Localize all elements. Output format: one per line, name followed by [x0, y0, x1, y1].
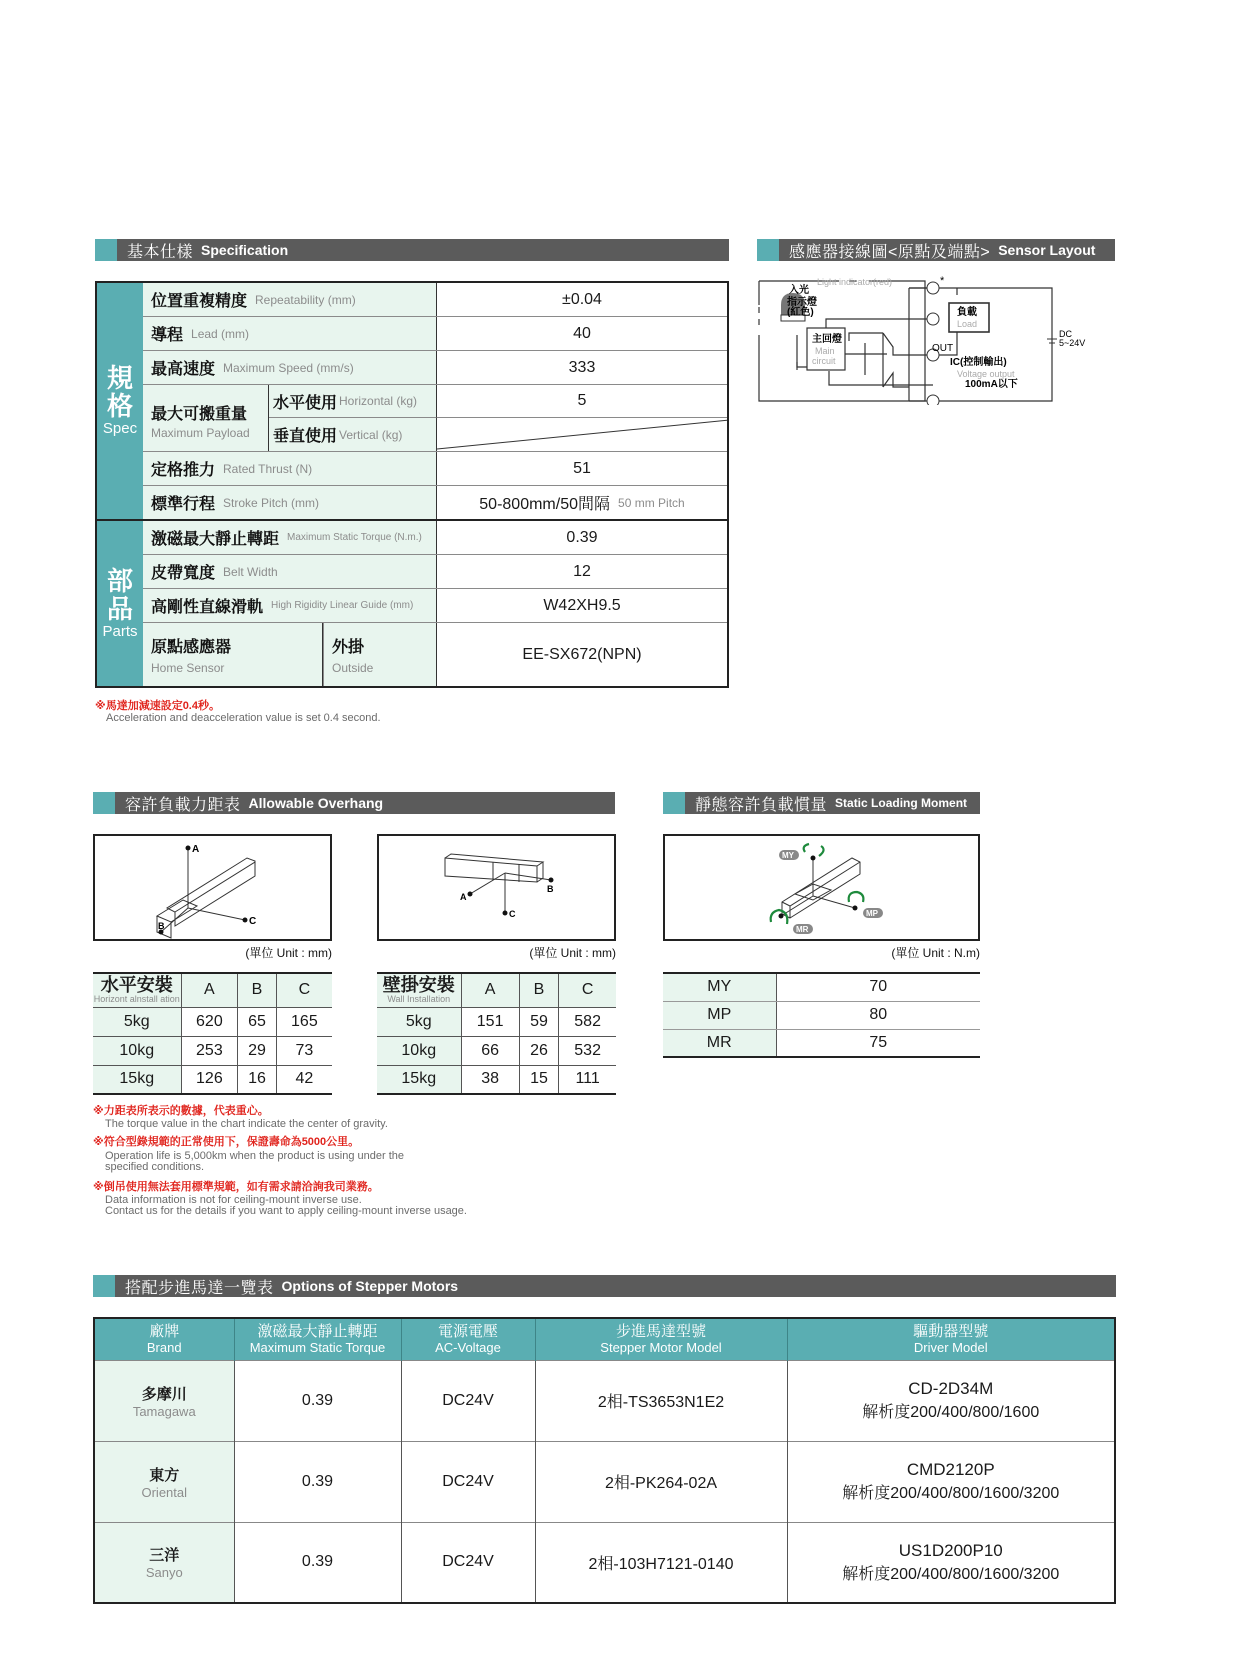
value-cell: 582 [559, 1007, 616, 1036]
voltage-cell: DC24V [401, 1522, 535, 1603]
out-label: OUT [932, 343, 954, 354]
overhang-title-zh: 容許負載力距表 [125, 796, 241, 814]
row-label-zh: 位置重複精度 [151, 293, 248, 310]
spec-title-zh: 基本仕樣 [127, 243, 194, 261]
torque-cell: 0.39 [234, 1522, 401, 1603]
overhang-note-2-en-line1: Operation life is 5,000km when the product is using under the [105, 1150, 405, 1162]
stepper-motors-table [93, 1317, 1116, 1604]
sensor-layout-header [757, 239, 1115, 261]
moment-slider-illustration [665, 836, 978, 939]
load-cell: 15kg [377, 1065, 461, 1094]
value-cell: 42 [276, 1065, 332, 1094]
point-a-label: A [192, 844, 200, 855]
motor-model-cell: 2相-PK264-02A [535, 1441, 787, 1522]
parts-group-zh1: 部 [106, 565, 133, 596]
driver-cell: CD-2D34M 解析度200/400/800/1600 [787, 1360, 1115, 1441]
moment-name: MP [663, 1001, 776, 1029]
indicator-label: 指示燈 [787, 297, 817, 308]
horizontal-table-title-zh: 水平安裝 [100, 975, 173, 996]
horizontal-label-en: Horizontal (kg) [339, 394, 418, 408]
row-value: 12 [573, 562, 591, 580]
overhang-note-3-en-line1: Data information is not for ceiling-mount inverse use. [105, 1194, 362, 1206]
column-header-b: B [519, 973, 559, 1007]
vertical-label-en: Vertical (kg) [339, 427, 403, 442]
parts-group-zh2: 品 [106, 593, 133, 624]
light-indicator-label: Light indicator(red) [817, 277, 893, 287]
spec-title-en: Specification [201, 242, 289, 258]
spec-section-header [95, 239, 729, 261]
spec-note-en: Acceleration and deacceleration value is set 0.4 second. [106, 712, 381, 724]
wall-install-diagram [377, 834, 616, 941]
current-label: 100mA以下 [965, 379, 1018, 390]
horizontal-table-title-en: Horizont alnstall ation [93, 994, 180, 1005]
row-value: 51 [573, 459, 591, 477]
point-a-label: A [460, 892, 467, 902]
row-label-en: Maximum Speed (mm/s) [223, 360, 354, 375]
sensor-mount-zh: 外掛 [332, 639, 365, 656]
overhang-note-1-en: The torque value in the chart indicate the center of gravity. [105, 1118, 388, 1130]
value-cell: 151 [461, 1007, 519, 1036]
table-row [93, 1065, 332, 1094]
load-cell: 5kg [93, 1007, 181, 1036]
header-accent [95, 239, 117, 261]
main-circuit-zh: 主回燈 [812, 334, 842, 345]
load-cell: 10kg [377, 1036, 461, 1065]
sensor-label-zh: 原點感應器 [151, 639, 232, 656]
driver-cell: CMD2120P 解析度200/400/800/1600/3200 [787, 1441, 1115, 1522]
spec-row-home-sensor [143, 623, 727, 686]
moment-name: MY [663, 973, 776, 1001]
point-c-label: C [509, 909, 516, 919]
row-value: ±0.04 [562, 290, 602, 308]
spec-row-payload [143, 385, 727, 452]
spec-row-lead [143, 317, 727, 351]
row-label-en: Lead (mm) [191, 326, 250, 341]
moment-title-zh: 靜態容許負載慣量 [695, 796, 828, 814]
header-accent [663, 792, 685, 814]
wall-unit-label: (單位 Unit : mm) [529, 946, 616, 960]
motors-section-header [93, 1275, 1116, 1297]
dc-range-label: 5~24V [1059, 338, 1086, 348]
moment-name: MR [663, 1029, 776, 1057]
brand-cell: 多摩川 Tamagawa [94, 1360, 234, 1441]
red-label: (紅色) [787, 307, 814, 318]
sensor-title-en: Sensor Layout [998, 242, 1096, 258]
table-row [377, 1007, 616, 1036]
horizontal-unit-label: (單位 Unit : mm) [245, 946, 332, 960]
parts-group-en: Parts [102, 622, 138, 640]
spec-group-zh2: 格 [106, 391, 133, 421]
column-header-c: C [559, 973, 616, 1007]
spec-row-linear-guide [143, 589, 727, 623]
overhang-note-2-en-line2: specified conditions. [105, 1161, 205, 1173]
table-row [663, 973, 980, 1001]
row-value: 0.39 [566, 528, 598, 546]
not-applicable-slash-icon [437, 418, 727, 451]
spec-row-repeatability [143, 283, 727, 317]
my-label: MY [782, 851, 794, 860]
column-header-c: C [276, 973, 332, 1007]
overhang-note-1-zh: ※力距表所表示的數據，代表重心。 [93, 1105, 269, 1117]
mp-rotation-arrow-icon [849, 892, 864, 902]
sensor-wiring-diagram [757, 275, 1087, 405]
driver-cell: US1D200P10 解析度200/400/800/1600/3200 [787, 1522, 1115, 1603]
moment-section-header [663, 792, 980, 814]
moment-unit-label: (單位 Unit : N.m) [891, 946, 980, 960]
value-cell: 29 [238, 1036, 277, 1065]
vertical-label-zh: 垂直使用 [273, 428, 338, 445]
horizontal-label-zh: 水平使用 [273, 394, 338, 412]
spec-row-rated-thrust [143, 452, 727, 486]
spec-group-zh1: 規 [106, 363, 133, 393]
row-label-zh: 標準行程 [151, 496, 216, 513]
table-row [663, 1001, 980, 1029]
brand-cell: 東方 Oriental [94, 1441, 234, 1522]
voltage-cell: DC24V [401, 1441, 535, 1522]
header-brand: 廠牌 Brand [94, 1318, 234, 1360]
value-cell: 126 [181, 1065, 238, 1094]
main-circuit-en2: circuit [812, 356, 836, 366]
table-row [93, 1007, 332, 1036]
parts-group-label [97, 521, 143, 686]
value-cell: 532 [559, 1036, 616, 1065]
value-cell: 26 [519, 1036, 559, 1065]
sensor-title-zh: 感應器接線圖<原點及端點> [789, 243, 991, 261]
header-torque: 激磁最大靜止轉距 Maximum Static Torque [234, 1318, 401, 1360]
table-row [94, 1522, 1115, 1603]
load-en: Load [957, 319, 978, 329]
column-header-b: B [238, 973, 277, 1007]
table-row [377, 1036, 616, 1065]
moment-value: 80 [776, 1001, 980, 1029]
motor-model-cell: 2相-103H7121-0140 [535, 1522, 787, 1603]
moment-title-en: Static Loading Moment [835, 796, 968, 810]
asterisk-label: * [940, 275, 945, 287]
overhang-note-3-en-line2: Contact us for the details if you want to apply ceiling-mount inverse usage. [105, 1205, 467, 1217]
header-accent [93, 1275, 115, 1297]
value-cell: 66 [461, 1036, 519, 1065]
header-driver-model: 驅動器型號 Driver Model [787, 1318, 1115, 1360]
moment-diagram [663, 834, 980, 941]
voltage-cell: DC24V [401, 1360, 535, 1441]
sensor-label-en: Home Sensor [151, 661, 225, 675]
header-accent [93, 792, 115, 814]
motor-model-cell: 2相-TS3653N1E2 [535, 1360, 787, 1441]
spec-row-max-speed [143, 351, 727, 385]
sensor-value: EE-SX672(NPN) [522, 645, 642, 663]
load-cell: 15kg [93, 1065, 181, 1094]
dc-label: DC [1059, 329, 1072, 339]
mr-label: MR [796, 925, 809, 934]
spec-note-zh: ※馬達加減速設定0.4秒。 [95, 700, 220, 712]
sensor-mount-en: Outside [332, 661, 374, 675]
horizontal-value: 5 [437, 385, 727, 418]
moment-table [663, 972, 980, 1058]
spec-group-en: Spec [102, 420, 138, 437]
row-label-en: Belt Width [223, 564, 278, 579]
horizontal-install-diagram [93, 834, 332, 941]
point-b-label: B [547, 884, 554, 894]
spec-row-stroke-pitch [143, 486, 727, 521]
point-c-label: C [249, 916, 257, 927]
row-label-zh: 皮帶寬度 [151, 565, 216, 582]
load-zh: 負載 [957, 307, 977, 318]
table-row [94, 1441, 1115, 1522]
value-cell: 38 [461, 1065, 519, 1094]
horizontal-slider-illustration [95, 836, 330, 939]
spec-row-belt-width [143, 555, 727, 589]
value-cell: 15 [519, 1065, 559, 1094]
moment-value: 75 [776, 1029, 980, 1057]
my-rotation-arrow-icon [804, 844, 824, 856]
table-row [94, 1360, 1115, 1441]
motors-title-en: Options of Stepper Motors [281, 1278, 459, 1294]
overhang-title-en: Allowable Overhang [248, 795, 384, 811]
column-header-a: A [461, 973, 519, 1007]
overhang-note-2-zh: ※符合型錄規範的正常使用下，保證壽命為5000公里。 [93, 1136, 360, 1148]
row-label-zh: 最高速度 [151, 361, 216, 378]
column-header-a: A [181, 973, 238, 1007]
row-label-en: Repeatability (mm) [255, 292, 356, 307]
overhang-note-3-zh: ※倒吊使用無法套用標準規範，如有需求請洽詢我司業務。 [93, 1181, 379, 1193]
value-cell: 620 [181, 1007, 238, 1036]
overhang-section-header [93, 792, 615, 814]
value-cell: 65 [238, 1007, 277, 1036]
row-label-zh: 高剛性直線滑軌 [151, 599, 264, 616]
point-b-label: B [158, 921, 165, 931]
value-cell: 59 [519, 1007, 559, 1036]
row-value: W42XH9.5 [543, 596, 621, 614]
motors-title-zh: 搭配步進馬達一覽表 [125, 1279, 274, 1297]
header-voltage: 電源電壓 AC-Voltage [401, 1318, 535, 1360]
moment-value: 70 [776, 973, 980, 1001]
row-value: 50-800mm/50間隔 [479, 496, 611, 513]
load-cell: 5kg [377, 1007, 461, 1036]
value-cell: 73 [276, 1036, 332, 1065]
value-cell: 165 [276, 1007, 332, 1036]
wall-slider-illustration [379, 836, 614, 939]
torque-cell: 0.39 [234, 1360, 401, 1441]
row-label-zh: 導程 [151, 327, 184, 344]
row-label-zh: 定格推力 [151, 462, 216, 479]
header-accent [757, 239, 779, 261]
row-label-en: Stroke Pitch (mm) [223, 495, 320, 510]
row-label-en: Rated Thrust (N) [223, 461, 313, 476]
row-value-en: 50 mm Pitch [618, 495, 685, 510]
table-row [93, 1036, 332, 1065]
incoming-light-label: 入光 [789, 285, 809, 296]
ic-label: IC(控制輸出) [950, 357, 1007, 368]
row-value: 333 [568, 358, 596, 376]
header-motor-model: 步進馬達型號 Stepper Motor Model [535, 1318, 787, 1360]
torque-cell: 0.39 [234, 1441, 401, 1522]
wall-install-table [377, 972, 616, 1095]
table-row [663, 1029, 980, 1057]
payload-label-en: Maximum Payload [151, 425, 250, 440]
row-label-zh: 激磁最大靜止轉距 [151, 531, 280, 548]
table-row [377, 1065, 616, 1094]
value-cell: 111 [559, 1065, 616, 1094]
main-circuit-en1: Main [815, 346, 835, 356]
value-cell: 253 [181, 1036, 238, 1065]
wall-table-title-en: Wall Installation [387, 994, 451, 1005]
spec-row-static-torque [143, 521, 727, 555]
row-value: 40 [573, 324, 591, 342]
mp-label: MP [866, 909, 878, 918]
payload-label-zh: 最大可搬重量 [151, 405, 248, 423]
brand-cell: 三洋 Sanyo [94, 1522, 234, 1603]
load-cell: 10kg [93, 1036, 181, 1065]
voltage-output-label: Voltage output [957, 369, 1015, 379]
row-label-en: High Rigidity Linear Guide (mm) [271, 600, 414, 611]
value-cell: 16 [238, 1065, 277, 1094]
spec-table [95, 281, 729, 688]
vertical-value-na [437, 418, 727, 451]
spec-group-label [97, 283, 143, 521]
wall-table-title-zh: 壁掛安裝 [382, 975, 455, 996]
row-label-en: Maximum Static Torque (N.m.) [287, 532, 422, 543]
horizontal-install-table [93, 972, 332, 1095]
